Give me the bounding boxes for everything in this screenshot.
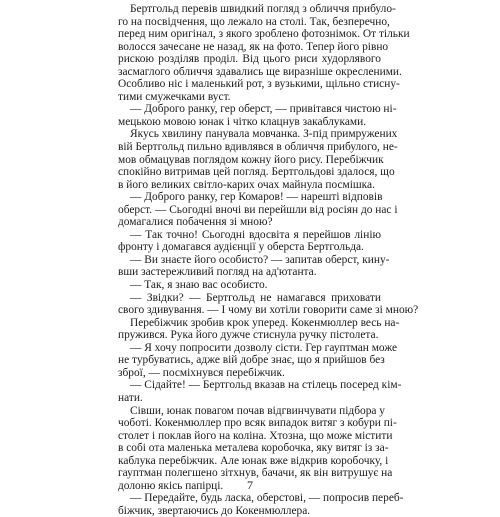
text-line: столет і поклав його на коліна. Хтозна, що може містити: [118, 429, 393, 442]
text-line: мов обмацував поглядом кожну його рису. Перебіжчик: [118, 153, 384, 166]
text-line: — Доброго ранку, гер Комаров! — нарешті відповів: [130, 191, 383, 204]
text-line: в собі ота маленька металева коробочка, яку витяг із за-: [118, 442, 389, 455]
text-line: не турбуватись, адже вій добре знає, що я прийшов без: [118, 354, 385, 367]
text-line: Особливо ніс і маленький рот, з вузькими, щільно стисну-: [118, 78, 400, 91]
text-line: — Ви знаєте його особисто? — запитав оберст, кину-: [130, 253, 390, 266]
text-line: спокійно витримав цей погляд. Бертгольдові здалося, що: [118, 166, 395, 179]
text-line: — Сідайте! — Бертгольд вказав на стілець посеред кім-: [130, 379, 402, 392]
text-line: пружився. Рука його дужче стиснула ручку пістолета.: [118, 329, 379, 342]
text-line: біжчик, звертаючись до Кокенмюллера.: [118, 504, 311, 517]
text-line: тими смужечками вуст.: [118, 90, 231, 103]
text-line: Якусь хвилину панувала мовчанка. З-під примружених: [130, 128, 398, 141]
text-line: — Звідки? — Бертгольд не намагався приховати: [130, 291, 381, 304]
text-line: чоботі. Кокенмюллер про всяк випадок витяг з кобури пі-: [118, 417, 397, 430]
page-number: 7: [247, 478, 253, 492]
text-line: Бертгольд перевів швидкий погляд з обличчя прибуло-: [130, 3, 396, 15]
text-line: долоню якісь папірці.: [118, 479, 224, 492]
text-line: перед ним оригінал, з якого зроблено фотознімок. От тільки: [118, 28, 410, 41]
text-line: гауптман полегшено зітхнув, бачачи, як він витрушує на: [118, 467, 393, 480]
text-line: — Так точно! Сьогодні вдосвіта я перейшов лінію: [130, 228, 381, 241]
text-line: нати.: [118, 391, 143, 404]
text-line: го на посвідчення, що лежало на столі. Так, безперечно,: [118, 15, 390, 28]
body-text: [118, 3, 419, 517]
text-line: рискою розділяв проділ. Від цього риси худорлявого: [118, 53, 381, 66]
text-line: вій Бертгольд пильно вдивлявся в обличчя прибулого, не-: [118, 141, 398, 154]
text-line: фронту і домагався аудієнції у оберста Бертгольда.: [118, 241, 364, 254]
text-line: — Передайте, будь ласка, оберстові, — попросив переб-: [130, 492, 404, 505]
text-line: домагалися побачення зі мною?: [118, 216, 273, 229]
text-line: — Так, я знаю вас особисто.: [130, 279, 268, 292]
text-line: каблука перебіжчик. Але юнак вже відкрив коробочку, і: [118, 454, 389, 467]
text-line: мецькою мовою юнак і чітко клацнув закаблуками.: [118, 115, 367, 128]
text-line: — Я хочу попросити дозволу сісти. Гер гауптман може: [130, 341, 398, 354]
text-line: свого здивування. — І чому ви хотіли говорити саме зі мною?: [118, 304, 419, 317]
text-line: волосся зачесане не назад, як на фото. Тепер його рівно: [118, 40, 389, 53]
text-line: вши застережливий погляд на ад'ютанта.: [118, 266, 317, 279]
text-line: — Доброго ранку, гер оберст, — привітався чистою ні-: [130, 103, 397, 116]
text-line: Сівши, юнак повагом почав відгвинчувати підбора у: [130, 404, 386, 417]
text-line: оберст. — Сьогодні вночі ви перейшли від росіян до нас і: [118, 203, 398, 216]
text-line: зброї, — посміхнувся перебіжчик.: [118, 366, 285, 379]
text-line: засмаглого обличчя здавались ще виразніше окресленими.: [118, 65, 402, 78]
text-line: в його великих світло-карих очах майнула посмішка.: [118, 178, 375, 191]
text-line: Перебіжчик зробив крок уперед. Кокенмюллер весь на-: [130, 316, 400, 329]
